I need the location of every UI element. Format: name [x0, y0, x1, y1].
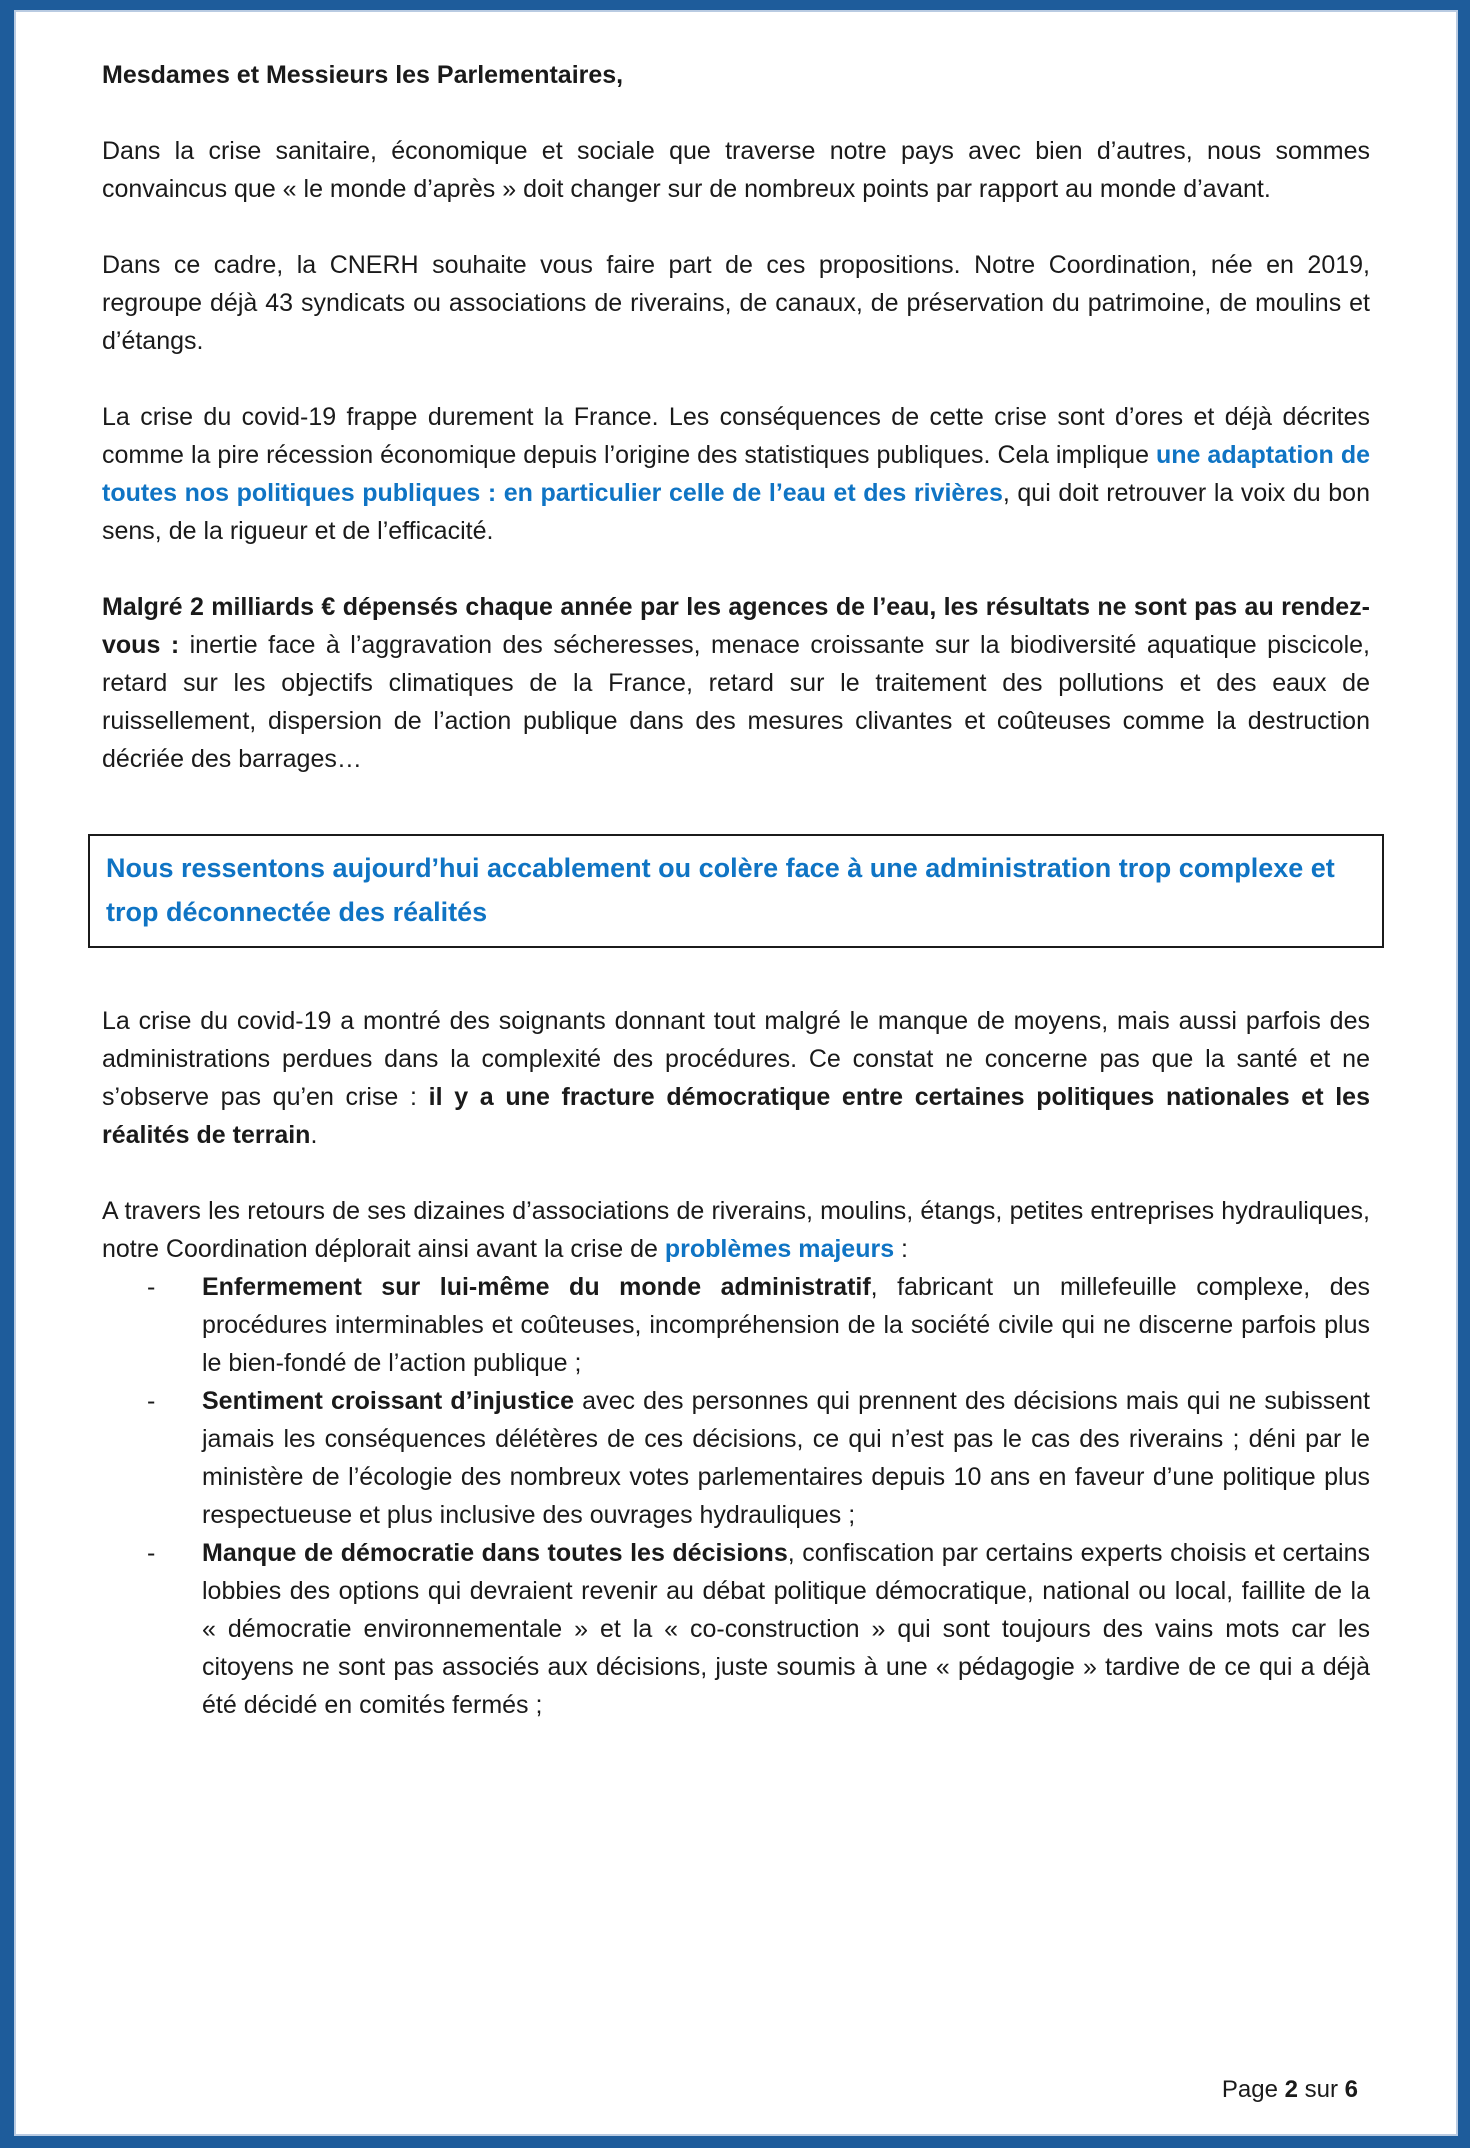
- bold-text-run: Malgré 2 milliards € dépensés chaque année par les agences de l’eau, les résultats ne sont pas au rendez-vous :: [102, 593, 1370, 659]
- paragraph-fracture: [102, 1002, 1370, 1154]
- paragraph-covid-crisis: [102, 398, 1370, 550]
- page-footer: [1222, 2074, 1358, 2106]
- paragraph-cnerh: Dans ce cadre, la CNERH souhaite vous faire part de ces propositions. Notre Coordination, née en 2019, regroupe déjà 43 syndicats ou associations de riverains, de canaux, de préservation du patrimoine, de moulins et d’étangs.: [102, 251, 1370, 355]
- bold-text-run: il y a une fracture démocratique entre certaines politiques nationales et les réalités de terrain: [102, 1083, 1370, 1149]
- page-content: [14, 10, 1458, 1724]
- text-run: .: [310, 1121, 318, 1149]
- accent-text-run: problèmes majeurs: [664, 1235, 895, 1263]
- callout-box: [88, 834, 1384, 948]
- list-item: [102, 1382, 1370, 1534]
- footer-total-pages: 6: [1344, 2076, 1358, 2103]
- paragraph-intro: Dans la crise sanitaire, économique et sociale que traverse notre pays avec bien d’autres, nous sommes convaincus que « le monde d’après » doit changer sur de nombreux points par rapport au monde d’avant.: [102, 137, 1370, 203]
- salutation: Mesdames et Messieurs les Parlementaires,: [102, 61, 624, 89]
- list-item-text: [202, 1268, 1370, 1382]
- text-run: :: [894, 1235, 909, 1263]
- text-run: A travers les retours de ses dizaines d’associations de riverains, moulins, étangs, petites entreprises hydrauliques, notre Coordination déplorait ainsi avant la crise de: [102, 1197, 1370, 1263]
- text-run: La crise du covid-19 frappe durement la France. Les conséquences de cette crise sont d’ores et déjà décrites comme la pire récession économique depuis l’origine des statistiques publiques. Cela implique: [102, 403, 1370, 469]
- text-run: , qui doit retrouver la voix du bon sens, de la rigueur et de l’efficacité.: [102, 479, 1370, 545]
- paragraph-agences: [102, 588, 1370, 778]
- bullet-dash-marker: -: [147, 1273, 156, 1301]
- text-run: , fabricant un millefeuille complexe, des procédures interminables et coûteuses, incompréhension de la société civile qui ne discerne parfois plus le bien-fondé de l’action publique ;: [202, 1273, 1371, 1377]
- footer-separator: sur: [1297, 2076, 1345, 2103]
- paragraph-problemes: [102, 1192, 1370, 1268]
- text-run: inertie face à l’aggravation des sécheresses, menace croissante sur la biodiversité aquatique piscicole, retard sur les objectifs climatiques de la France, retard sur le traitement des pollutions et des eaux de ruissellement, dispersion de l’action publique dans des mesures clivantes et coûteuses comme la destruction décriée des barrages…: [102, 631, 1370, 773]
- accent-text-run: une adaptation de toutes nos politiques publiques : en particulier celle de l’eau et des rivières: [102, 441, 1370, 507]
- text-run: La crise du covid-19 a montré des soignants donnant tout malgré le manque de moyens, mais aussi parfois des administrations perdues dans la complexité des procédures. Ce constat ne concerne pas que la santé et ne s’observe pas qu’en crise :: [102, 1007, 1370, 1111]
- bullet-dash-marker: -: [147, 1387, 156, 1415]
- text-run: , confiscation par certains experts choisis et certains lobbies des options qui devraient revenir au débat politique démocratique, national ou local, faillite de la « démocratie environnementale » et la « co-construction » qui sont toujours des vains mots car les citoyens ne sont pas associés aux décisions, juste soumis à une « pédagogie » tardive de ce qui a déjà été décidé en comités fermés ;: [202, 1539, 1370, 1719]
- bold-text-run: Sentiment croissant d’injustice: [202, 1387, 574, 1415]
- footer-label: Page: [1221, 2076, 1285, 2103]
- list-item-text: [202, 1382, 1370, 1534]
- bullet-dash-marker: -: [147, 1539, 156, 1567]
- text-run: avec des personnes qui prennent des décisions mais qui ne subissent jamais les conséquences délétères de ces décisions, ce qui n’est pas le cas des riverains ; déni par le ministère de l’écologie des nombreux votes parlementaires depuis 10 ans en faveur d’une politique plus respectueuse et plus inclusive des ouvrages hydrauliques ;: [202, 1387, 1370, 1529]
- callout-heading: Nous ressentons aujourd’hui accablement ou colère face à une administration trop complexe et trop déconnectée des réalités: [106, 853, 1335, 927]
- list-item-text: [202, 1534, 1370, 1724]
- footer-page-number: 2: [1284, 2076, 1298, 2103]
- list-item: [102, 1534, 1370, 1724]
- bold-text-run: Manque de démocratie dans toutes les décisions: [202, 1539, 788, 1567]
- bold-text-run: Enfermement sur lui-même du monde administratif: [202, 1273, 871, 1301]
- list-item: [102, 1268, 1370, 1382]
- bullet-list: [102, 1268, 1370, 1724]
